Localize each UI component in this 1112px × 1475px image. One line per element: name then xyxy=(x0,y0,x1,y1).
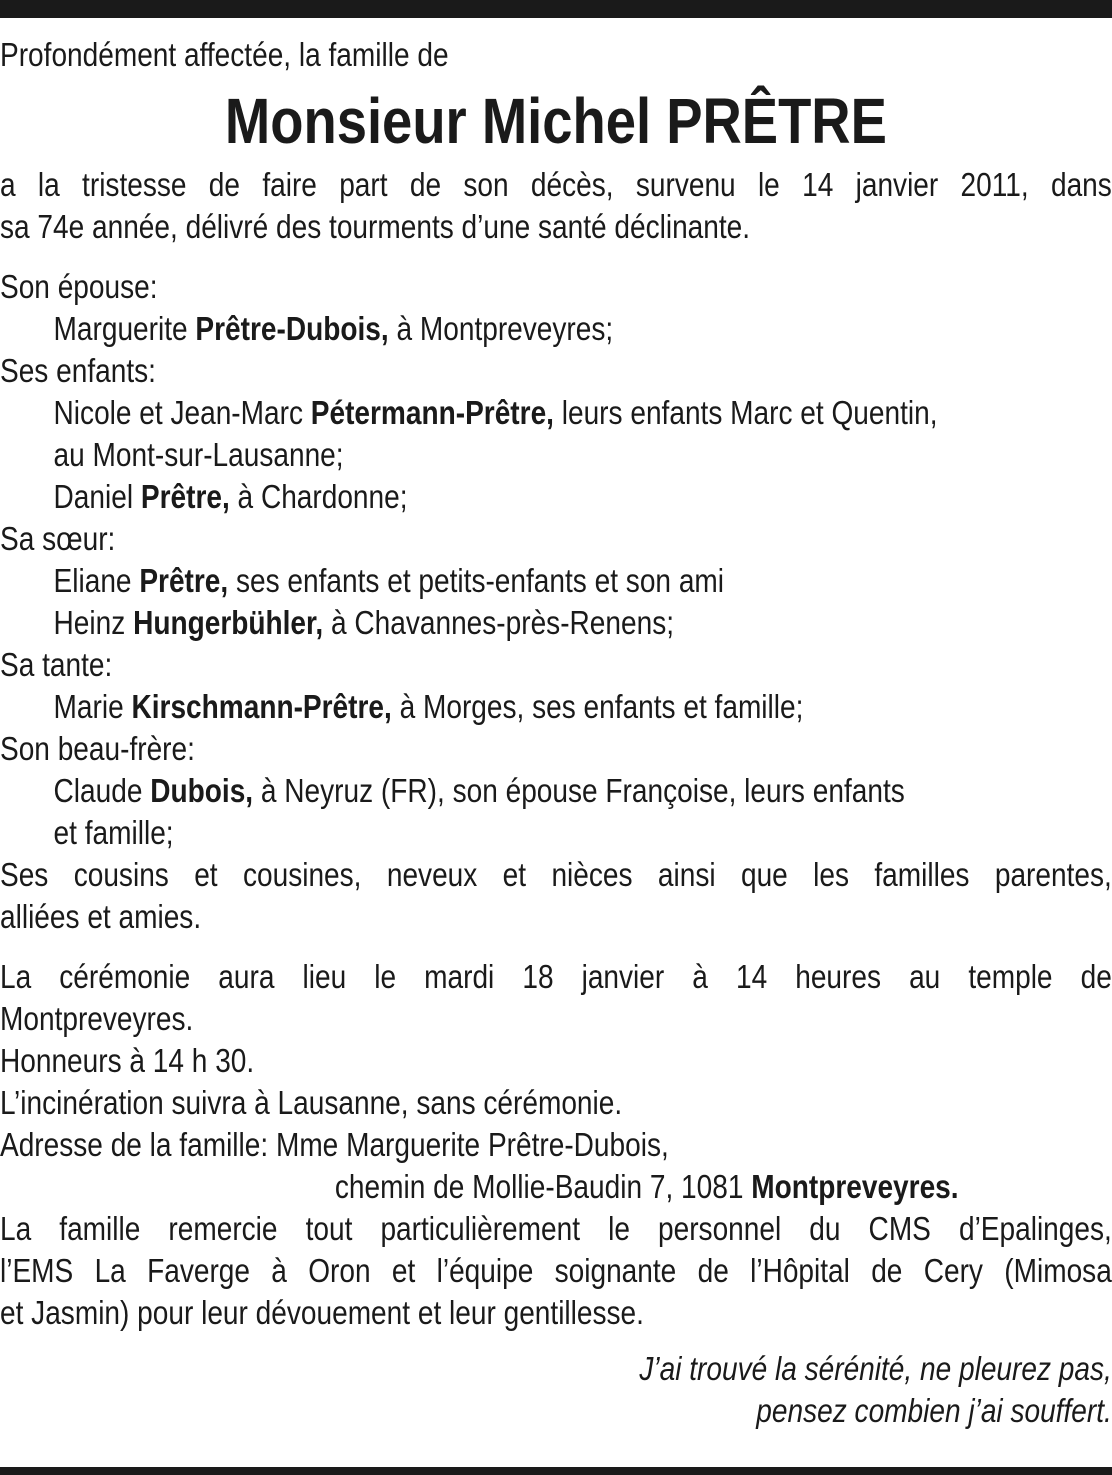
closing-quote: J’ai trouvé la sérénité, ne pleurez pas, xyxy=(639,1350,1112,1387)
surname: Prêtre-Dubois, xyxy=(195,310,389,347)
bottom-rule xyxy=(0,1467,1112,1475)
obituary-notice xyxy=(0,34,1112,1432)
text-segment: Claude xyxy=(53,772,151,809)
text-segment: à Montpreveyres; xyxy=(388,310,614,347)
text-segment: La famille remercie tout particulièrement le personnel du CMS d’Epalinges, xyxy=(0,1210,1112,1247)
text-segment: Ses enfants: xyxy=(0,352,156,389)
family-line xyxy=(0,266,1112,308)
surname: Kirschmann-Prêtre, xyxy=(131,688,392,725)
family-line xyxy=(0,392,1112,434)
ceremony-line xyxy=(0,1124,1112,1166)
family-line xyxy=(0,686,1112,728)
ceremony-line xyxy=(0,1208,1112,1250)
text-segment: Honneurs à 14 h 30. xyxy=(0,1042,255,1079)
text-segment: Montpreveyres. xyxy=(0,1000,194,1037)
ceremony-details xyxy=(0,956,1112,1334)
family-line xyxy=(0,770,1112,812)
surname: Prêtre, xyxy=(139,562,229,599)
text-segment: Son épouse: xyxy=(0,268,158,305)
text-segment: La cérémonie aura lieu le mardi 18 janvier à 14 heures au temple de xyxy=(0,958,1112,995)
text-segment: Nicole et Jean-Marc xyxy=(53,394,311,431)
ceremony-line xyxy=(0,998,1112,1040)
top-rule xyxy=(0,0,1112,18)
text-segment: l’EMS La Faverge à Oron et l’équipe soignante de l’Hôpital de Cery (Mimosa xyxy=(0,1252,1112,1289)
text-segment: à Chardonne; xyxy=(229,478,408,515)
family-line xyxy=(0,434,1112,476)
family-line xyxy=(0,476,1112,518)
text-segment: Eliane xyxy=(53,562,140,599)
text-segment: et Jasmin) pour leur dévouement et leur gentillesse. xyxy=(0,1294,644,1331)
intro-line: Profondément affectée, la famille de xyxy=(0,36,449,73)
ceremony-line xyxy=(0,1166,1112,1208)
text-segment: leurs enfants Marc et Quentin, xyxy=(553,394,938,431)
announcement-line: a la tristesse de faire part de son décès, survenu le 14 janvier 2011, dans xyxy=(0,166,1112,203)
surname: Dubois, xyxy=(150,772,254,809)
family-line xyxy=(0,308,1112,350)
family-line xyxy=(0,728,1112,770)
surname: Montpreveyres. xyxy=(751,1168,959,1205)
ceremony-line xyxy=(0,1082,1112,1124)
text-segment: et famille; xyxy=(53,814,174,851)
text-segment: ses enfants et petits-enfants et son ami xyxy=(228,562,725,599)
text-segment: Ses cousins et cousines, neveux et nièces ainsi que les familles parentes, xyxy=(0,856,1112,893)
text-segment: Sa tante: xyxy=(0,646,113,683)
text-segment: Marguerite xyxy=(53,310,196,347)
family-line xyxy=(0,518,1112,560)
surname: Pétermann-Prêtre, xyxy=(310,394,554,431)
text-segment: L’incinération suivra à Lausanne, sans cérémonie. xyxy=(0,1084,623,1121)
text-segment: Adresse de la famille: Mme Marguerite Prêtre-Dubois, xyxy=(0,1126,669,1163)
closing-quote: pensez combien j’ai souffert. xyxy=(756,1392,1112,1429)
text-segment: au Mont-sur-Lausanne; xyxy=(53,436,344,473)
family-list xyxy=(0,266,1112,938)
surname: Hungerbühler, xyxy=(133,604,324,641)
family-line xyxy=(0,812,1112,854)
announcement-line: sa 74e année, délivré des tourments d’une santé déclinante. xyxy=(0,208,751,245)
text-segment: alliées et amies. xyxy=(0,898,202,935)
text-segment: à Neyruz (FR), son épouse Françoise, leurs enfants xyxy=(253,772,905,809)
family-line xyxy=(0,350,1112,392)
family-line xyxy=(0,560,1112,602)
family-line xyxy=(0,602,1112,644)
text-segment: chemin de Mollie-Baudin 7, 1081 xyxy=(334,1168,752,1205)
text-segment: Sa sœur: xyxy=(0,520,116,557)
text-segment: Daniel xyxy=(53,478,141,515)
surname: Prêtre, xyxy=(140,478,230,515)
ceremony-line xyxy=(0,1250,1112,1292)
text-segment: Son beau-frère: xyxy=(0,730,195,767)
ceremony-line xyxy=(0,956,1112,998)
ceremony-line xyxy=(0,1040,1112,1082)
family-line xyxy=(0,896,1112,938)
deceased-name: Monsieur Michel PRÊTRE xyxy=(224,85,887,157)
text-segment: Marie xyxy=(53,688,132,725)
family-line xyxy=(0,854,1112,896)
family-line xyxy=(0,644,1112,686)
text-segment: à Morges, ses enfants et famille; xyxy=(391,688,804,725)
text-segment: à Chavannes-près-Renens; xyxy=(323,604,675,641)
text-segment: Heinz xyxy=(53,604,134,641)
ceremony-line xyxy=(0,1292,1112,1334)
